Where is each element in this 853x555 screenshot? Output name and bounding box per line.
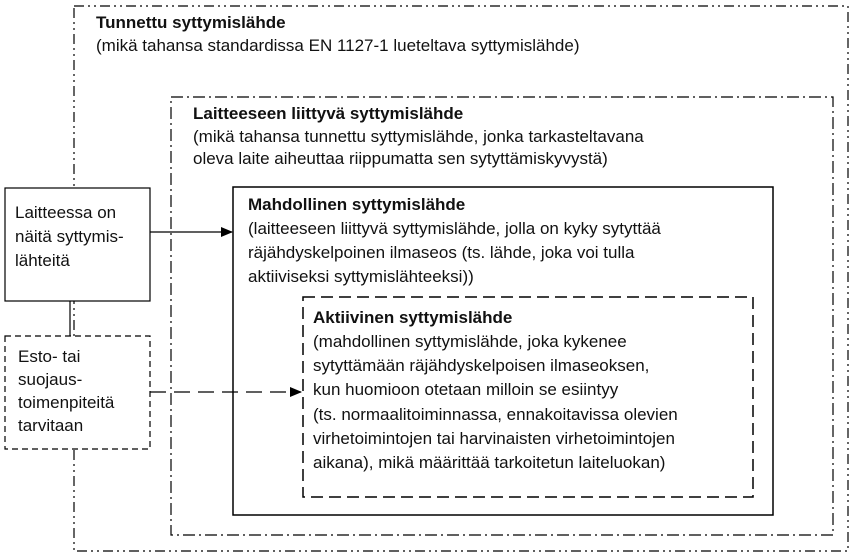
active-description-line-6: aikana), mikä määrittää tarkoitetun laiteluokan): [313, 453, 666, 472]
side-box-1-line-1: Laitteessa on: [15, 203, 117, 222]
outer-title: Tunnettu syttymislähde: [96, 13, 286, 32]
side-box-2-line-2: suojaus-: [18, 370, 83, 389]
possible-description-line-3: aktiiviseksi syttymislähteeksi)): [248, 267, 474, 286]
active-description-line-2: sytyttämään räjähdyskelpoisen ilmaseoksen,: [313, 356, 650, 375]
active-title: Aktiivinen syttymislähde: [313, 308, 513, 327]
related-title: Laitteeseen liittyvä syttymislähde: [193, 104, 464, 123]
side-box-1-line-3: lähteitä: [15, 251, 70, 270]
side-box-2-line-3: toimenpiteitä: [18, 393, 115, 412]
active-description-line-3: kun huomioon otetaan milloin se esiintyy: [313, 380, 619, 399]
side-box-1-line-2: näitä syttymis-: [15, 227, 124, 246]
outer-description: (mikä tahansa standardissa EN 1127-1 lueteltava syttymislähde): [96, 36, 580, 55]
active-description-line-4: (ts. normaalitoiminnassa, ennakoitavissa olevien: [313, 405, 678, 424]
active-description-line-1: (mahdollinen syttymislähde, joka kykenee: [313, 332, 627, 351]
possible-title: Mahdollinen syttymislähde: [248, 195, 466, 214]
related-description-line-1: (mikä tahansa tunnettu syttymislähde, jonka tarkasteltavana: [193, 127, 644, 146]
related-description-line-2: oleva laite aiheuttaa riippumatta sen sytyttämiskyvystä): [193, 149, 608, 168]
possible-description-line-1: (laitteeseen liittyvä syttymislähde, jolla on kyky sytyttää: [248, 219, 661, 238]
active-description-line-5: virhetoimintojen tai harvinaisten virhetoimintojen: [313, 429, 675, 448]
side-box-2-line-1: Esto- tai: [18, 347, 81, 366]
side-box-2-line-4: tarvitaan: [18, 416, 84, 435]
possible-description-line-2: räjähdyskelpoinen ilmaseos (ts. lähde, joka voi tulla: [248, 243, 635, 262]
